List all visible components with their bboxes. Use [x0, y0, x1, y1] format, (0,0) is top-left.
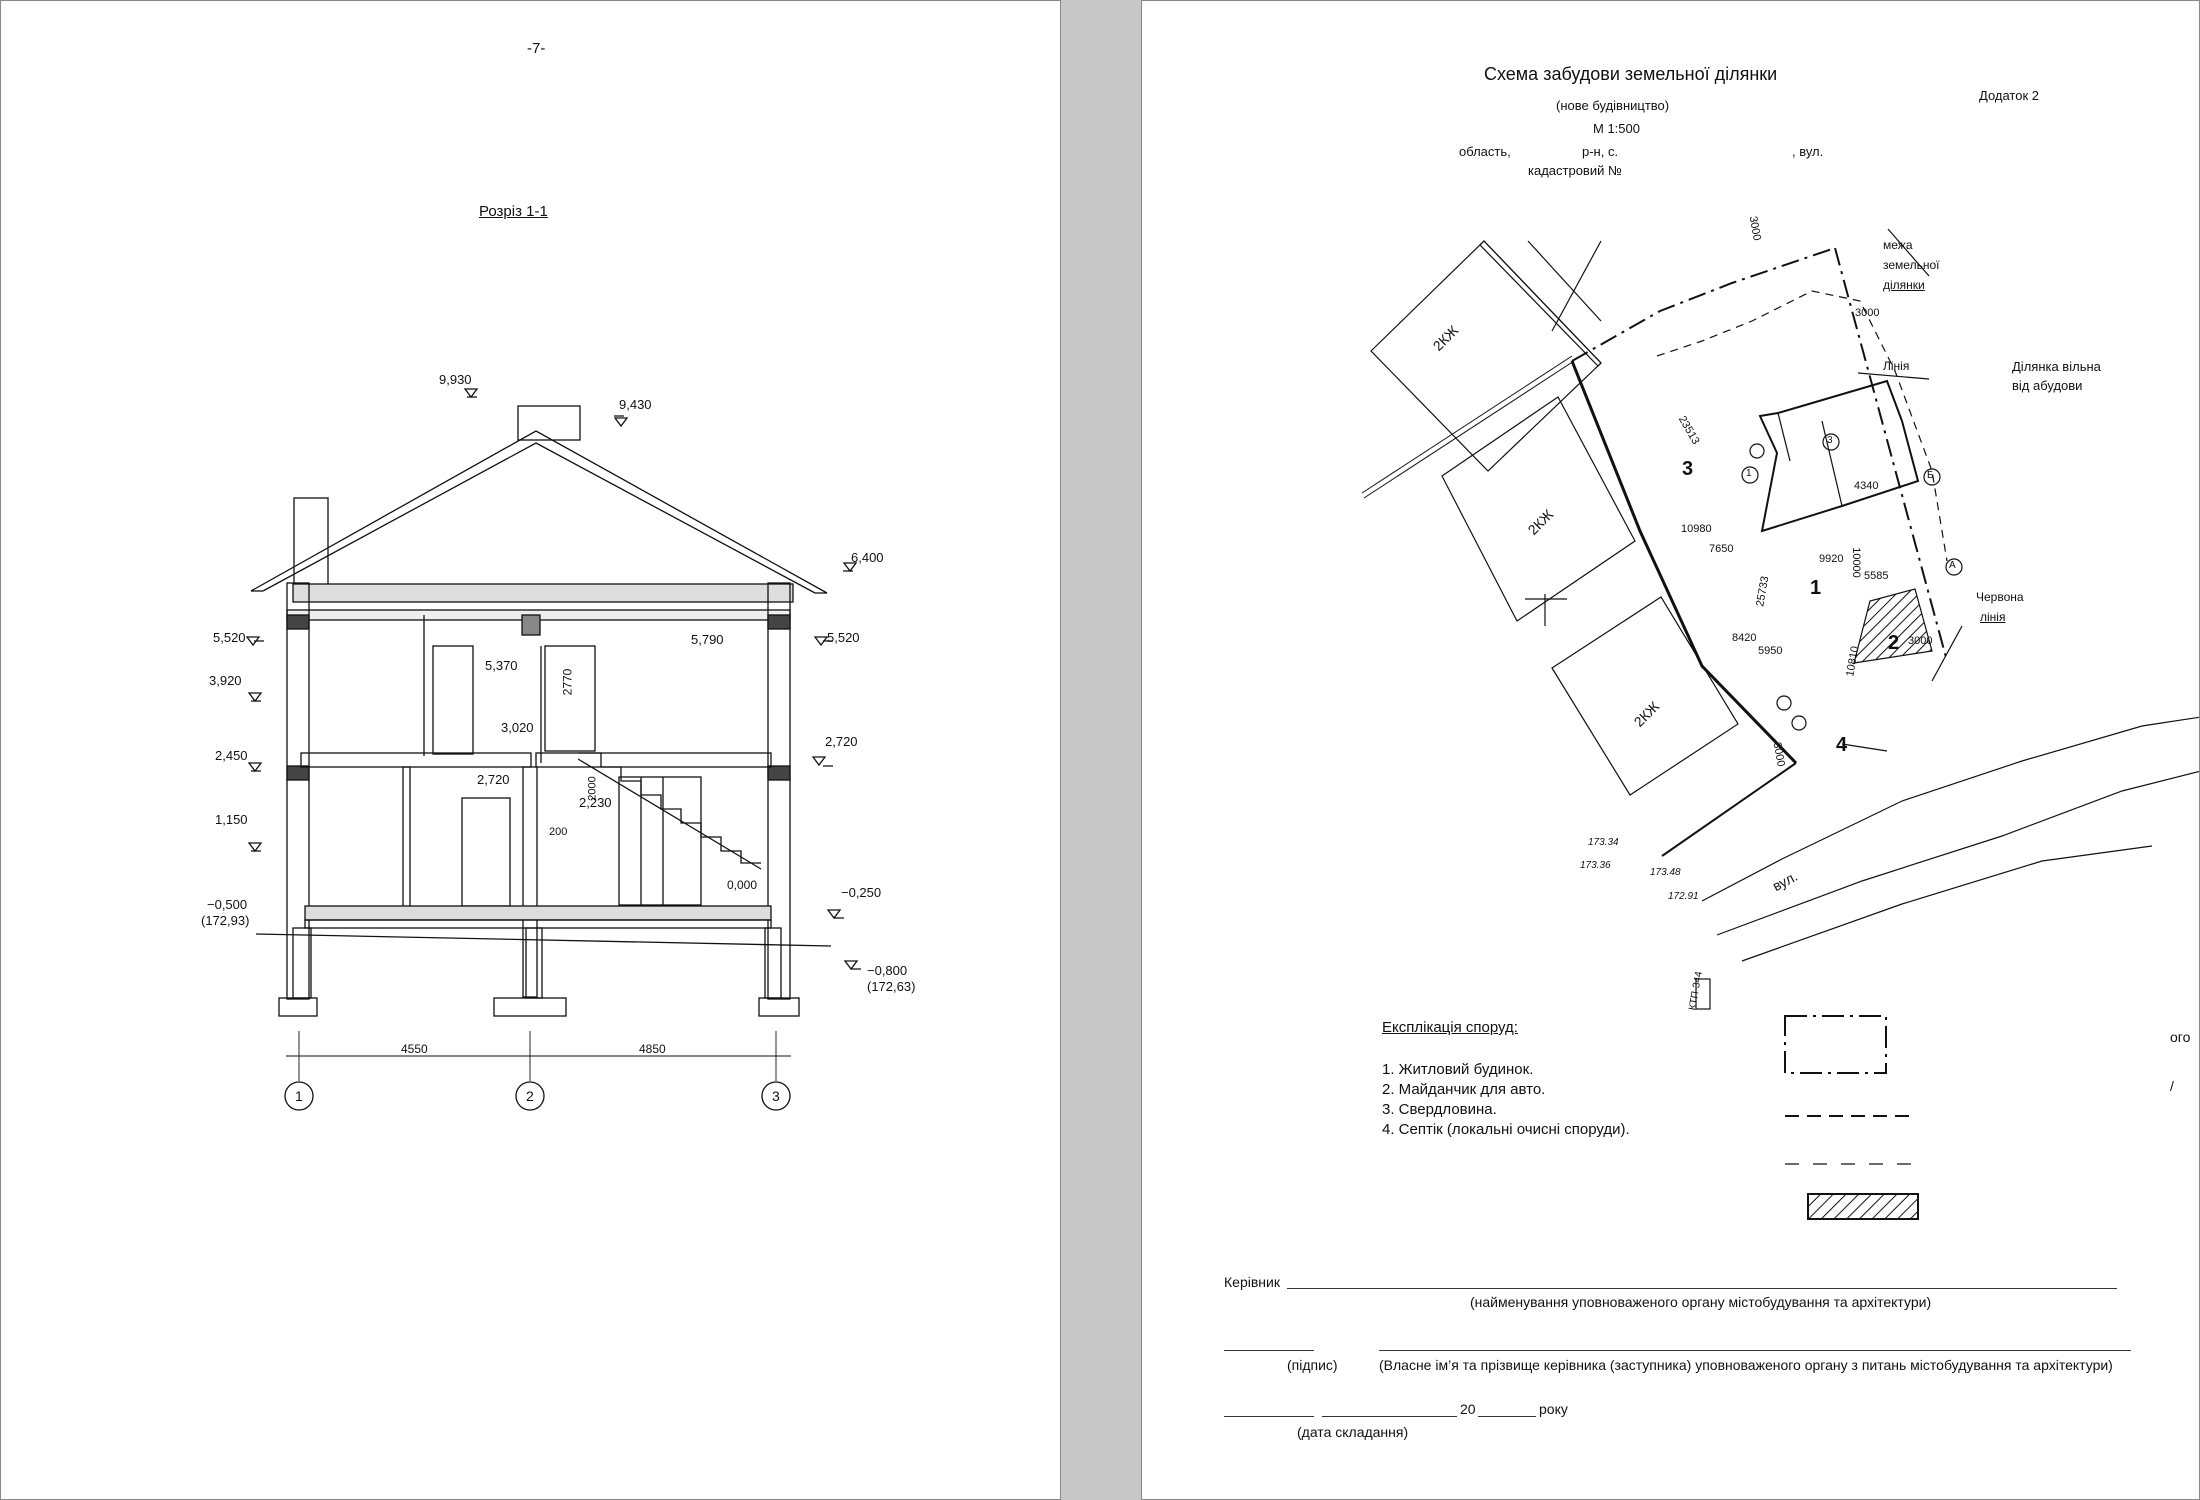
dim-2770: 2770	[560, 668, 575, 696]
level-left-ground-abs: (172,93)	[201, 913, 250, 928]
boundary-label-2: земельної	[1883, 258, 1940, 272]
marker-septic: 4	[1836, 734, 1848, 756]
axis-marker-3-plan: 3	[1827, 435, 1833, 446]
red-line-label-2: лінія	[1980, 610, 2006, 624]
address-cadastral: кадастровий №	[1528, 163, 1622, 178]
roof-outline	[251, 431, 827, 593]
building-label-low: 2КЖ	[1630, 698, 1663, 730]
explication-title: Експлікація споруд:	[1382, 1019, 1518, 1036]
left-page	[0, 0, 1061, 1500]
right-wall	[768, 583, 790, 999]
dim-7650: 7650	[1709, 543, 1734, 555]
axis-label-2: 2	[526, 1088, 534, 1104]
level-floor2-left: 2,450	[215, 748, 248, 763]
boundary-label-3: ділянки	[1883, 278, 1925, 292]
well-marker	[1750, 444, 1764, 458]
appendix-label: Додаток 2	[1979, 88, 2039, 103]
address-street: , вул.	[1792, 144, 1824, 159]
explication-item-1: 1. Житловий будинок.	[1382, 1061, 1534, 1078]
dim-9920: 9920	[1819, 553, 1844, 565]
address-oblast: область,	[1459, 144, 1511, 159]
level-ceiling-right: 5,520	[827, 630, 860, 645]
edge-text-1: ого	[2170, 1029, 2191, 1045]
level-sill: 1,150	[215, 812, 248, 827]
level-mezzanine: 3,020	[501, 720, 534, 735]
dim-10000: 10000	[1849, 547, 1862, 578]
level-beam: 5,370	[485, 658, 518, 673]
right-page	[1141, 0, 2200, 1500]
footing-1	[279, 998, 317, 1016]
dim-23513: 23513	[1675, 414, 1702, 447]
date-line-2	[1322, 1416, 1457, 1417]
elevation-4: 172.91	[1668, 891, 1699, 902]
site-boundary	[1572, 248, 1835, 361]
head-line	[1287, 1288, 2117, 1289]
building-label-top: 2КЖ	[1429, 322, 1462, 354]
scheme-subtitle: (нове будівництво)	[1556, 98, 1670, 113]
scheme-scale: М 1:500	[1593, 121, 1640, 136]
dim-5585: 5585	[1864, 570, 1889, 582]
left-wall	[287, 583, 309, 999]
house-outline	[1760, 381, 1918, 531]
axis-label-3: 3	[772, 1088, 780, 1104]
footing-2	[494, 998, 566, 1016]
septic-marker	[1777, 696, 1791, 710]
elevation-2: 173.36	[1580, 860, 1611, 871]
level-ridge: 9,930	[439, 372, 472, 387]
name-caption: (Власне ім’я та прізвище керівника (заступника) уповноваженого органу з питань містобудування та архітектури)	[1379, 1357, 2113, 1373]
marker-house: 1	[1810, 577, 1822, 599]
site-plan	[1142, 1, 2200, 1500]
year-suffix: року	[1539, 1401, 1568, 1417]
street-label: вул.	[1769, 867, 1801, 895]
chimney-right	[518, 406, 580, 440]
level-attic-floor: 5,790	[691, 632, 724, 647]
building-2kzh-top	[1371, 241, 1601, 471]
year-line	[1478, 1416, 1536, 1417]
dim-10810: 10810	[1844, 645, 1862, 678]
level-chimney: 9,430	[619, 397, 652, 412]
org-caption: (найменування уповноваженого органу містобудування та архітектури)	[1470, 1294, 1932, 1310]
building-label-mid: 2КЖ	[1524, 506, 1557, 538]
date-line-1	[1224, 1416, 1314, 1417]
sign-line	[1224, 1350, 1314, 1351]
dim-10980: 10980	[1681, 523, 1712, 535]
level-window-top: 3,920	[209, 673, 242, 688]
edge-text-2: /	[2170, 1078, 2174, 1094]
dim-3000-d: 3000	[1908, 635, 1933, 647]
boundary-label-1: межа	[1883, 238, 1913, 252]
year-prefix: 20	[1460, 1401, 1476, 1417]
building-2kzh-mid	[1442, 397, 1635, 621]
marker-parking: 2	[1888, 632, 1900, 654]
address-rn: р-н, с.	[1582, 144, 1619, 159]
ground-slab	[305, 906, 771, 920]
level-bottom: −0,800	[867, 963, 908, 978]
dim-3000-b: 3000	[1855, 307, 1880, 319]
axis-label-1: 1	[295, 1088, 303, 1104]
free-area-label-2: від абудови	[2012, 378, 2083, 393]
dim-3000-top: 3000	[1746, 215, 1763, 242]
level-bottom-abs: (172,63)	[867, 979, 916, 994]
dim-5950: 5950	[1758, 645, 1783, 657]
ktp-label: КТП-344	[1687, 970, 1705, 1012]
level-stair: 2,230	[579, 795, 612, 810]
head-label: Керівник	[1224, 1274, 1280, 1290]
footing-3	[759, 998, 799, 1016]
level-zero: 0,000	[727, 878, 758, 892]
section-title: Розріз 1-1	[479, 203, 548, 220]
scheme-title: Схема забудови земельної ділянки	[1484, 64, 1778, 84]
dim-span-2: 4850	[639, 1042, 666, 1056]
name-line	[1379, 1350, 2131, 1351]
level-eave: 6,400	[851, 550, 884, 565]
level-floor2-mid: 2,720	[477, 772, 510, 787]
dim-25733: 25733	[1754, 575, 1772, 608]
date-caption: (дата складання)	[1297, 1424, 1409, 1440]
marker-well: 3	[1682, 458, 1694, 480]
level-right-ground: −0,250	[841, 885, 882, 900]
elevation-3: 173.48	[1650, 867, 1681, 878]
page-number: -7-	[527, 40, 546, 57]
explication-item-2: 2. Майданчик для авто.	[1382, 1081, 1546, 1098]
explication-item-3: 3. Свердловина.	[1382, 1101, 1497, 1118]
floor2-slab	[301, 753, 531, 767]
section-drawing	[1, 1, 1061, 1500]
level-left-ground: −0,500	[207, 897, 248, 912]
building-2kzh-low	[1552, 597, 1738, 795]
dim-8420: 8420	[1732, 632, 1757, 644]
dim-2000: 2000	[586, 776, 599, 801]
red-line-label-1: Червона	[1976, 590, 2024, 604]
axis-marker-a: А	[1949, 560, 1956, 571]
line-label: Лінія	[1883, 359, 1910, 373]
dim-200: 200	[549, 826, 568, 838]
level-ceiling-left: 5,520	[213, 630, 246, 645]
attic-slab	[293, 584, 793, 602]
level-floor2-right: 2,720	[825, 734, 858, 749]
dim-span-1: 4550	[401, 1042, 428, 1056]
explication-item-4: 4. Септік (локальні очисні споруди).	[1382, 1121, 1630, 1138]
dim-3000-c: 3000	[1770, 741, 1787, 768]
elevation-1: 173.34	[1588, 837, 1619, 848]
dim-4340: 4340	[1854, 480, 1879, 492]
sign-caption: (підпис)	[1287, 1357, 1338, 1373]
axis-marker-1-plan: 1	[1746, 468, 1752, 479]
free-area-label-1: Ділянка вільна	[2012, 359, 2101, 374]
chimney-left	[294, 498, 328, 586]
axis-marker-b: Б	[1927, 470, 1934, 481]
